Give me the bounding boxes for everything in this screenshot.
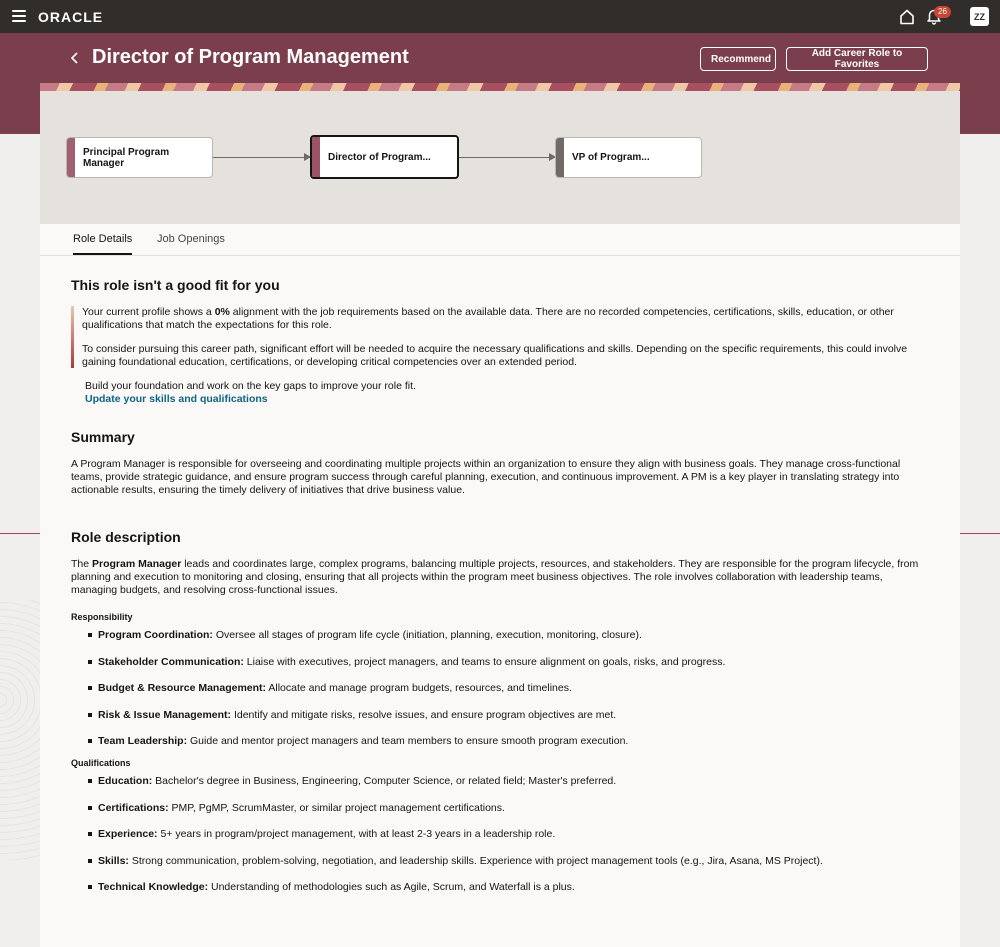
list-item [88, 629, 931, 642]
list-item [88, 775, 931, 788]
item-text: Guide and mentor project managers and team members to ensure smooth program execution. [187, 735, 629, 747]
item-title: Risk & Issue Management: [98, 708, 232, 721]
item-text: Identify and mitigate risks, resolve issues, and ensure program objectives are met. [231, 708, 617, 721]
list-item [88, 682, 931, 695]
role-description-heading: Role description [71, 529, 181, 545]
right-divider [960, 533, 1000, 534]
role-details-card [40, 91, 960, 947]
intro-role-name: Program Manager [92, 558, 182, 570]
tab-bar [40, 224, 960, 256]
add-to-favorites-button[interactable]: Add Career Role to Favorites [786, 47, 928, 71]
top-nav-bar [0, 0, 1000, 33]
item-title: Budget & Resource Management: [98, 682, 267, 694]
item-title: Stakeholder Communication: [98, 655, 244, 668]
career-path-diagram [40, 91, 960, 224]
fit-indicator-bar [71, 306, 74, 368]
tab-role-details[interactable]: Role Details [73, 233, 132, 255]
path-connector-arrow [213, 157, 310, 158]
left-divider [0, 533, 40, 534]
list-item [88, 802, 931, 815]
item-text: PMP, PgMP, ScrumMaster, or similar project management certifications. [168, 801, 505, 814]
fit-text: Your current profile shows a [82, 306, 215, 318]
intro-text: The [71, 558, 93, 570]
item-text: Strong communication, problem-solving, negotiation, and leadership skills. Experience with project management tools (e.g., Jira, Asana, MS Project). [128, 854, 823, 867]
role-description-intro [71, 558, 931, 597]
role-description-section [71, 529, 931, 894]
list-item [88, 656, 931, 669]
item-text: Bachelor's degree in Business, Engineering, Computer Science, or related field; Master's preferred. [152, 775, 617, 787]
list-item [88, 881, 931, 894]
fit-percent: 0% [214, 306, 230, 318]
update-skills-link[interactable]: Update your skills and qualifications [85, 393, 268, 405]
item-title: Team Leadership: [98, 735, 188, 747]
fit-message [71, 306, 931, 369]
item-text: Oversee all stages of program life cycle (initiation, planning, execution, monitoring, closure). [212, 629, 642, 641]
build-foundation-block [71, 380, 931, 405]
summary-section [71, 429, 931, 497]
item-title: Technical Knowledge: [98, 881, 209, 893]
responsibility-list [71, 629, 931, 748]
hamburger-menu-icon[interactable] [12, 10, 26, 22]
role-details-content [71, 277, 931, 908]
list-item [88, 855, 931, 868]
back-chevron-icon[interactable] [68, 50, 82, 66]
item-text: Understanding of methodologies such as Agile, Scrum, and Waterfall is a plus. [208, 881, 575, 893]
item-title: Education: [98, 775, 153, 787]
item-text: 5+ years in program/project management, with at least 2-3 years in a leadership role. [157, 828, 556, 840]
list-item [88, 709, 931, 722]
oracle-logo: ORACLE [38, 9, 104, 25]
tab-job-openings[interactable]: Job Openings [157, 233, 225, 245]
recommend-button[interactable]: Recommend [700, 47, 776, 71]
home-icon[interactable] [898, 8, 916, 26]
build-foundation-text: Build your foundation and work on the key gaps to improve your role fit. [85, 380, 416, 392]
item-title: Skills: [98, 854, 129, 867]
list-item [88, 828, 931, 841]
qualifications-label: Qualifications [71, 758, 131, 768]
list-item [88, 735, 931, 748]
intro-text: leads and coordinates large, complex programs, balancing multiple projects, resources, and stakeholders. They are responsible for the program lifecycle, from planning and execution to monitoring and closing, ensuring that all projects within the program meet business objectives. The role involves collaboration with leadership teams, managing budgets, and resolving cross-functional issues. [71, 558, 919, 596]
career-node-previous[interactable]: Principal Program Manager [66, 137, 213, 178]
fit-text: alignment with the job requirements based on the available data. There are no recorded competencies, certifications, skills, education, or other qualifications that match the expectations for this role. [82, 306, 894, 331]
qualifications-list [71, 775, 931, 894]
background-decorative-pattern [0, 600, 40, 860]
fit-paragraph-alignment [82, 306, 931, 332]
responsibility-label: Responsibility [71, 612, 133, 622]
summary-heading: Summary [71, 429, 135, 445]
item-text: Allocate and manage program budgets, resources, and timelines. [266, 682, 572, 694]
career-node-next[interactable]: VP of Program... [555, 137, 702, 178]
path-connector-arrow [459, 157, 555, 158]
notification-count-badge: 26 [934, 6, 951, 18]
item-text: Liaise with executives, project managers, and teams to ensure alignment on goals, risks, and progress. [243, 655, 726, 668]
career-node-current[interactable]: Director of Program... [310, 135, 459, 179]
item-title: Program Coordination: [98, 629, 213, 641]
item-title: Certifications: [98, 801, 169, 814]
item-title: Experience: [98, 828, 158, 840]
fit-heading: This role isn't a good fit for you [71, 277, 280, 293]
user-avatar[interactable]: ZZ [970, 7, 989, 26]
page-title: Director of Program Management [92, 46, 409, 68]
fit-paragraph-effort: To consider pursuing this career path, significant effort will be needed to acquire the necessary qualifications and skills. Depending on the specific requirements, this could involve gaining foundational education, certifications, or developing critical competencies over an extended period. [82, 343, 908, 368]
summary-text: A Program Manager is responsible for overseeing and coordinating multiple projects within an organization to ensure they align with business goals. They manage cross-functional teams, provide strategic guidance, and ensure program success through careful planning, execution, and continuous improvement. A PM is a key player in translating strategy into actionable results, ensuring the timely delivery of initiatives that drive business value. [71, 458, 901, 496]
